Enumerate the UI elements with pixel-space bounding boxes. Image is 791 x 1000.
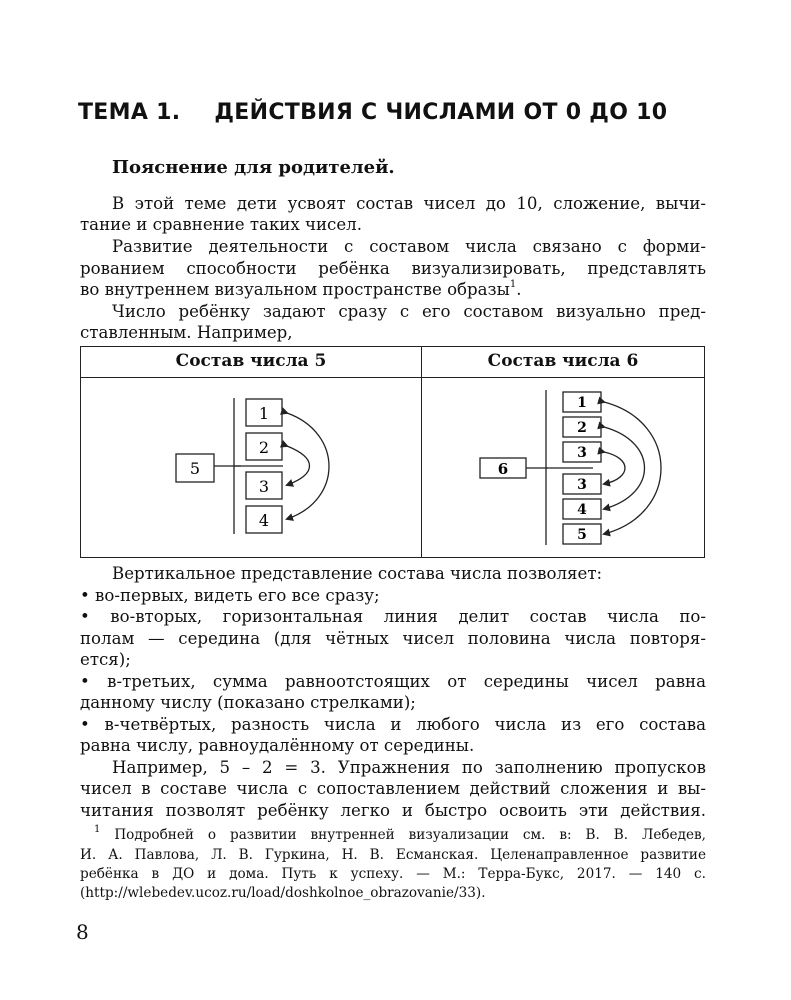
composition-five-diagram xyxy=(81,378,421,558)
para2-line-2: рованием способности ребёнка визуализировать, представлять xyxy=(80,259,706,278)
chapter-number: ТЕМА 1. xyxy=(78,100,181,125)
outer-arrow-five xyxy=(287,413,329,519)
page-number: 8 xyxy=(76,920,89,944)
bullet-2-line-2: полам — середина (для чётных чисел половина числа повторя- xyxy=(80,629,706,648)
para3-line-2: ставленным. Например, xyxy=(80,323,293,342)
part-five-2: 2 xyxy=(258,438,270,457)
para1-line-1: В этой теме дети усвоят состав чисел до 10, сложение, вычи- xyxy=(112,194,706,213)
part-six-5: 4 xyxy=(577,502,587,518)
number-composition-table xyxy=(80,346,705,558)
para2-line-1: Развитие деятельности с составом числа связано с форми- xyxy=(112,237,706,256)
footnote-line-1: $^1$ Подробней о развитии внутренней визуализации см. в: В. В. Лебедев, xyxy=(94,824,706,843)
part-six-3: 3 xyxy=(577,445,587,461)
bullet-2-line-3: ется); xyxy=(80,650,131,669)
inner-arrow-five xyxy=(287,446,310,485)
part-five-4: 4 xyxy=(258,511,270,530)
bullet-4-line-1: • в-четвёртых, разность числа и любого числа из его состава xyxy=(80,715,706,734)
chapter-title: ДЕЙСТВИЯ С ЧИСЛАМИ ОТ 0 ДО 10 xyxy=(214,100,668,125)
outer-arrow-six xyxy=(604,402,661,534)
footnote-line-2: И. А. Павлова, Л. В. Гуркина, Н. В. Есманская. Целенаправленное развитие xyxy=(80,847,706,863)
part-five-1: 1 xyxy=(258,404,270,423)
para5-line-1: Например, 5 – 2 = 3. Упражнения по заполнению пропусков xyxy=(112,758,706,777)
middle-arrow-six xyxy=(604,427,645,509)
para4-intro: Вертикальное представление состава числа позволяет: xyxy=(112,564,603,583)
table-header-five: Состав числа 5 xyxy=(175,351,327,371)
footnote-line-4: (http://wlebedev.ucoz.ru/load/doshkolnoe_obrazovanie/33). xyxy=(80,885,486,901)
bullet-1-line-1: • во-первых, видеть его все сразу; xyxy=(80,586,380,605)
para5-line-2: чисел в составе числа с сопоставлением действий сложения и вы- xyxy=(80,779,706,798)
whole-number-six: 6 xyxy=(497,460,509,478)
bullet-3-line-1: • в-третьих, сумма равноотстоящих от середины чисел равна xyxy=(80,672,706,691)
table-header-six: Состав числа 6 xyxy=(487,351,639,371)
footnote-reference[interactable]: 1 xyxy=(509,279,517,291)
para5-line-3: читания позволят ребёнку легко и быстро освоить эти действия. xyxy=(80,801,706,820)
chapter-heading xyxy=(78,100,667,125)
part-six-1: 1 xyxy=(577,395,587,411)
para1-line-2: тание и сравнение таких чисел. xyxy=(80,215,362,234)
part-six-6: 5 xyxy=(577,527,587,543)
whole-number-five: 5 xyxy=(189,459,201,478)
part-six-4: 3 xyxy=(577,477,587,493)
bullet-3-line-2: данному числу (показано стрелками); xyxy=(80,693,416,712)
bullet-2-line-1: • во-вторых, горизонтальная линия делит состав числа по- xyxy=(80,607,706,626)
para2-line-3: во внутреннем визуальном пространстве образы$^1$. xyxy=(80,279,522,299)
section-subheading: Пояснение для родителей. xyxy=(112,157,395,178)
composition-six-diagram xyxy=(422,378,704,558)
part-six-2: 2 xyxy=(577,420,587,436)
inner-arrow-six xyxy=(604,452,625,484)
footnote-mark: 1 xyxy=(94,824,101,836)
part-five-3: 3 xyxy=(258,477,270,496)
bullet-4-line-2: равна числу, равноудалённому от середины. xyxy=(80,736,475,755)
footnote-line-3: ребёнка в ДО и дома. Путь к успеху. — М.: Терра-Букс, 2017. — 140 с. xyxy=(80,866,706,882)
para3-line-1: Число ребёнку задают сразу с его составом визуально пред- xyxy=(112,302,706,321)
